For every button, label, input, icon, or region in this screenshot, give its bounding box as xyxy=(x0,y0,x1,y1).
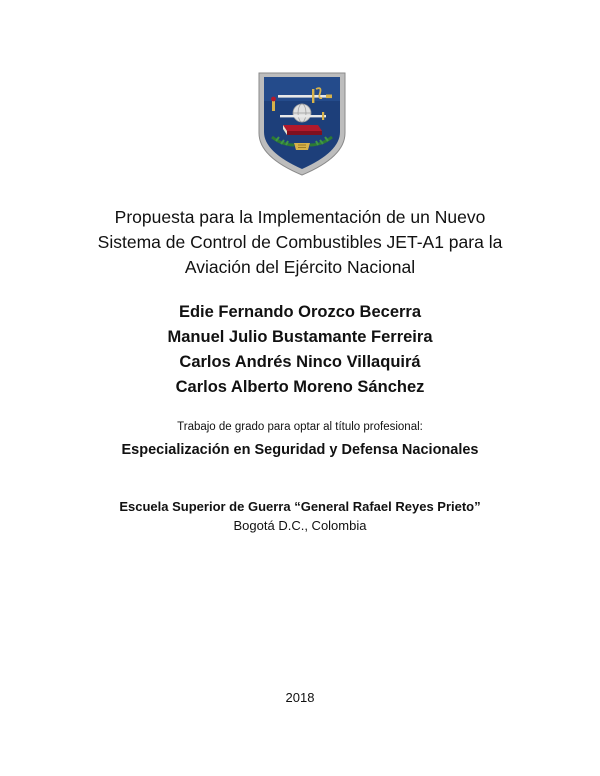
publication-year: 2018 xyxy=(285,690,315,705)
author-name: Carlos Alberto Moreno Sánchez xyxy=(175,378,425,396)
degree-name: Especialización en Seguridad y Defensa Nacionales xyxy=(121,442,479,458)
author-name: Carlos Andrés Ninco Villaquirá xyxy=(179,353,421,371)
school-name: Escuela Superior de Guerra “General Rafael Reyes Prieto” xyxy=(119,499,481,514)
city-name: Bogotá D.C., Colombia xyxy=(233,518,367,533)
title-line: Sistema de Control de Combustibles JET-A1 para la xyxy=(97,232,503,252)
title-line: Propuesta para la Implementación de un Nuevo xyxy=(114,207,486,227)
author-name: Manuel Julio Bustamante Ferreira xyxy=(167,328,433,346)
military-shield-emblem-icon xyxy=(256,71,348,177)
author-list xyxy=(0,300,600,400)
title-line: Aviación del Ejército Nacional xyxy=(184,257,416,277)
thesis-title xyxy=(0,205,600,280)
degree-intro: Trabajo de grado para optar al título profesional: xyxy=(177,421,423,433)
author-name: Edie Fernando Orozco Becerra xyxy=(178,303,422,321)
